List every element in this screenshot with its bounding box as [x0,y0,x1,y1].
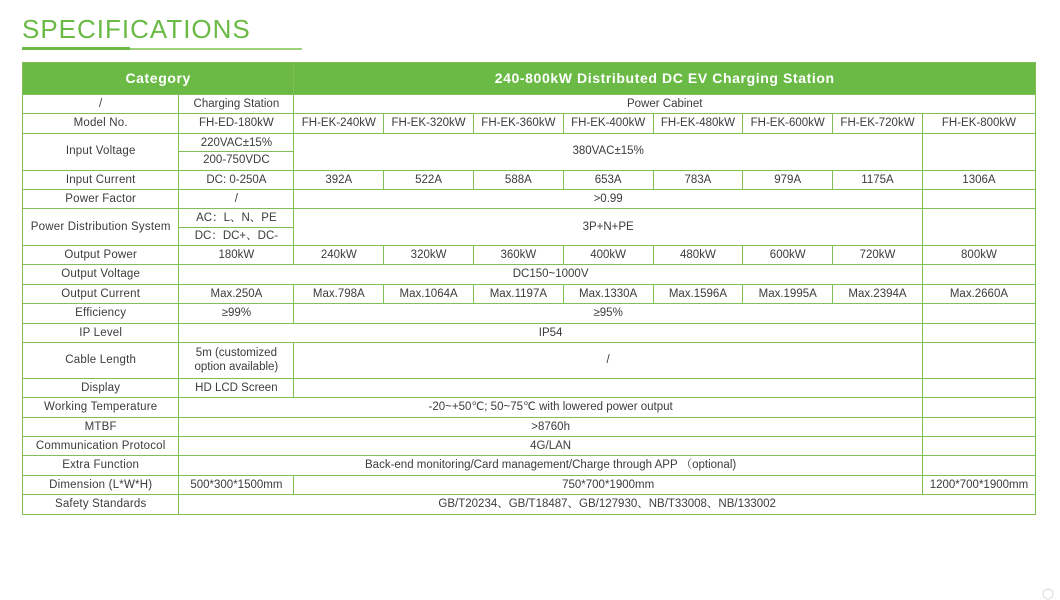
table-row [23,323,1036,342]
row-value: Max.1995A [743,284,833,303]
row-label: Input Voltage [23,133,179,170]
row-value-empty [922,437,1035,456]
table-row [23,495,1036,514]
table-row [23,417,1036,436]
row-value: Power Cabinet [294,95,1036,114]
row-sub-line: 220VAC±15% [179,136,293,152]
row-value: 480kW [653,246,743,265]
row-value: Max.2660A [922,284,1035,303]
row-label: Power Factor [23,189,179,208]
row-sub-line: AC：L、N、PE [179,211,293,227]
row-sub: Max.250A [179,284,294,303]
row-value: FH-EK-720kW [833,114,923,133]
row-label: Model No. [23,114,179,133]
row-label: Safety Standards [23,495,179,514]
row-value: FH-EK-360kW [473,114,563,133]
row-sub: 180kW [179,246,294,265]
row-sub [179,342,294,378]
row-value: / [294,342,922,378]
row-label: Output Voltage [23,265,179,284]
row-value: DC150~1000V [179,265,923,284]
row-value-empty [922,456,1035,475]
specifications-table [22,62,1036,515]
row-value: FH-EK-400kW [563,114,653,133]
header-category: Category [23,63,294,95]
row-value-empty [922,209,1035,246]
row-value-empty [922,133,1035,170]
row-value: >0.99 [294,189,922,208]
row-value: 400kW [563,246,653,265]
row-sub [179,209,294,246]
table-row [23,475,1036,494]
row-value: 1200*700*1900mm [922,475,1035,494]
row-sub: FH-ED-180kW [179,114,294,133]
row-value: 800kW [922,246,1035,265]
table-row [23,456,1036,475]
row-value-empty [922,417,1035,436]
row-label: Output Power [23,246,179,265]
table-row [23,189,1036,208]
row-value: GB/T20234、GB/T18487、GB/127930、NB/T33008、NB/133002 [179,495,1036,514]
table-header-row [23,63,1036,95]
row-value: FH-EK-800kW [922,114,1035,133]
row-sub: DC: 0-250A [179,170,294,189]
row-value: 720kW [833,246,923,265]
table-row [23,304,1036,323]
row-value-empty [922,189,1035,208]
row-value: FH-EK-480kW [653,114,743,133]
row-sub: Charging Station [179,95,294,114]
page-title: SPECIFICATIONS [22,14,251,44]
row-value: 750*700*1900mm [294,475,922,494]
table-row [23,95,1036,114]
row-value: Max.1197A [473,284,563,303]
row-sub: HD LCD Screen [179,378,294,397]
table-row [23,133,1036,170]
row-value: 380VAC±15% [294,133,922,170]
row-label: Working Temperature [23,398,179,417]
row-value: 1175A [833,170,923,189]
row-label: / [23,95,179,114]
row-value-empty [922,378,1035,397]
row-value: Max.1596A [653,284,743,303]
table-row [23,437,1036,456]
row-sub-line: option available) [194,361,279,374]
table-row [23,398,1036,417]
header-product: 240-800kW Distributed DC EV Charging Station [294,63,1036,95]
row-sub: / [179,189,294,208]
row-value: FH-EK-240kW [294,114,384,133]
row-value: 600kW [743,246,833,265]
table-row [23,265,1036,284]
row-sub-line: DC：DC+、DC- [194,229,279,242]
row-value: Max.1064A [384,284,474,303]
row-sub-line: 200-750VDC [203,154,270,167]
row-value: >8760h [179,417,923,436]
row-label: Power Distribution System [23,209,179,246]
row-value: Max.798A [294,284,384,303]
row-label: Input Current [23,170,179,189]
row-value: 320kW [384,246,474,265]
table-row [23,378,1036,397]
row-sub: 500*300*1500mm [179,475,294,494]
row-value [294,378,922,397]
row-value-empty [922,398,1035,417]
row-value-empty [922,323,1035,342]
table-row [23,284,1036,303]
row-value: FH-EK-320kW [384,114,474,133]
row-label: Dimension (L*W*H) [23,475,179,494]
row-value: 588A [473,170,563,189]
row-value: Max.1330A [563,284,653,303]
table-row [23,246,1036,265]
row-sub: ≥99% [179,304,294,323]
row-label: Communication Protocol [23,437,179,456]
watermark-icon [1040,588,1056,600]
row-value: 522A [384,170,474,189]
row-value: 3P+N+PE [294,209,922,246]
table-row [23,170,1036,189]
row-value: -20~+50℃; 50~75℃ with lowered power output [179,398,923,417]
row-sub-line: 5m (customized [195,347,277,359]
row-sub [179,133,294,170]
row-value-empty [922,304,1035,323]
title-underline-accent [22,47,130,50]
row-label: Cable Length [23,342,179,378]
row-label: IP Level [23,323,179,342]
row-label: Display [23,378,179,397]
row-value: 979A [743,170,833,189]
row-label: Efficiency [23,304,179,323]
row-value: IP54 [179,323,923,342]
row-value-empty [922,342,1035,378]
row-value: Max.2394A [833,284,923,303]
row-value: 653A [563,170,653,189]
row-value: 783A [653,170,743,189]
row-label: MTBF [23,417,179,436]
row-value: 240kW [294,246,384,265]
row-value: 4G/LAN [179,437,923,456]
row-value: FH-EK-600kW [743,114,833,133]
row-label: Output Current [23,284,179,303]
table-row [23,342,1036,378]
row-label: Extra Function [23,456,179,475]
row-value: Back-end monitoring/Card management/Charge through APP （optional) [179,456,923,475]
row-value-empty [922,265,1035,284]
row-value: 392A [294,170,384,189]
row-value: 360kW [473,246,563,265]
table-row [23,209,1036,246]
row-value: 1306A [922,170,1035,189]
table-row [23,114,1036,133]
row-value: ≥95% [294,304,922,323]
